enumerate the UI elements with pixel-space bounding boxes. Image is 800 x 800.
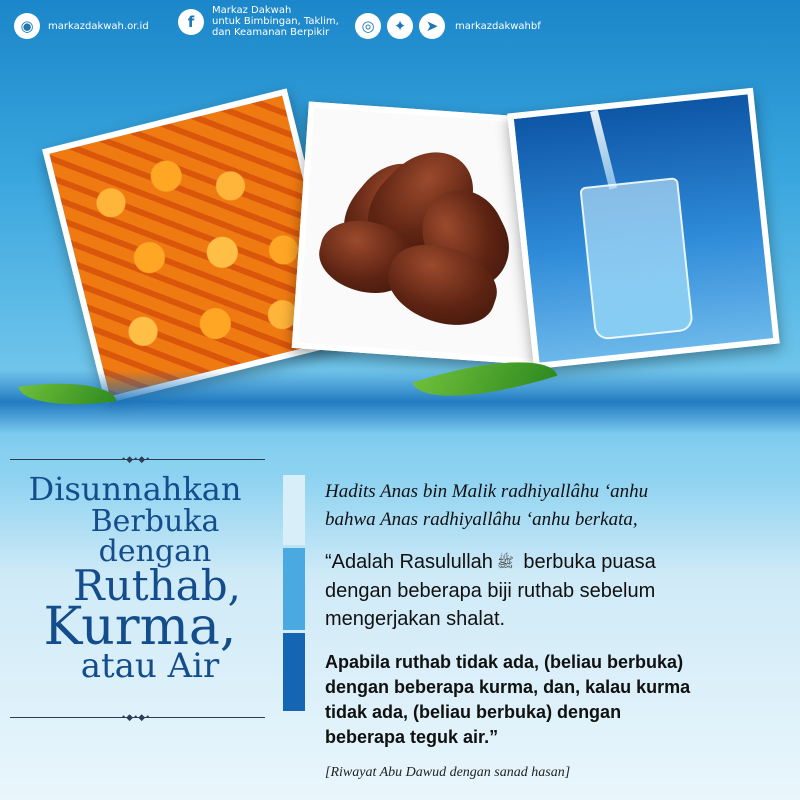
accent-bar-dark bbox=[283, 633, 305, 711]
bold-quote-line: tidak ada, (beliau berbuka) dengan bbox=[325, 702, 622, 722]
water-stream bbox=[590, 110, 617, 190]
title-block bbox=[0, 455, 275, 725]
facebook-icon: f bbox=[178, 9, 204, 35]
telegram-icon[interactable]: ➤ bbox=[419, 13, 445, 39]
quote-text: berbuka puasa bbox=[523, 551, 656, 573]
website-link[interactable] bbox=[14, 13, 149, 39]
quote-text: dengan beberapa biji ruthab sebelum bbox=[325, 579, 656, 602]
facebook-text bbox=[212, 5, 339, 38]
water-glass bbox=[579, 177, 694, 341]
globe-icon: ◉ bbox=[14, 13, 40, 39]
page-title bbox=[0, 465, 270, 686]
title-line: atau Air bbox=[80, 646, 220, 686]
quote-text: “Adalah Rasulullah bbox=[325, 551, 493, 573]
title-line: Disunnahkan bbox=[28, 470, 242, 508]
salawat-glyph: ﷺ bbox=[496, 554, 514, 571]
website-text: markazdakwah.or.id bbox=[48, 20, 149, 32]
social-links bbox=[355, 13, 541, 39]
hadith-intro-line: bahwa Anas radhiyallâhu ‘anhu berkata, bbox=[325, 509, 638, 530]
title-line: dengan bbox=[98, 534, 212, 569]
water-splash bbox=[0, 370, 800, 450]
hadith-bold-quote bbox=[325, 650, 795, 750]
water-glass-photo bbox=[507, 88, 780, 369]
facebook-text-line: untuk Bimbingan, Taklim, bbox=[212, 16, 339, 27]
hadith-source: [Riwayat Abu Dawud dengan sanad hasan] bbox=[325, 765, 571, 780]
quote-text: mengerjakan shalat. bbox=[325, 607, 506, 630]
bold-quote-line: dengan beberapa kurma, dan, kalau kurma bbox=[325, 677, 691, 697]
header-bar bbox=[0, 0, 800, 52]
accent-bar-light bbox=[283, 475, 305, 545]
hadith-quote bbox=[325, 548, 795, 633]
facebook-text-line: Markaz Dakwah bbox=[212, 5, 292, 16]
hadith-intro bbox=[325, 478, 795, 534]
ornament-divider-bottom: •◆•◆• bbox=[10, 717, 265, 718]
hadith-intro-line: Hadits Anas bin Malik radhiyallâhu ‘anhu bbox=[325, 481, 649, 502]
title-line: Ruthab, bbox=[73, 561, 241, 610]
twitter-icon[interactable]: ✦ bbox=[387, 13, 413, 39]
bold-quote-line: beberapa teguk air.” bbox=[325, 727, 499, 747]
accent-bar-mid bbox=[283, 548, 305, 630]
facebook-link[interactable] bbox=[178, 5, 339, 38]
facebook-text-line: dan Keamanan Berpikir bbox=[212, 27, 330, 38]
title-line: Berbuka bbox=[90, 504, 220, 539]
title-line: Kurma, bbox=[43, 597, 237, 657]
social-handle: markazdakwahbf bbox=[455, 20, 541, 32]
instagram-icon[interactable]: ◎ bbox=[355, 13, 381, 39]
bold-quote-line: Apabila ruthab tidak ada, (beliau berbuka) bbox=[325, 652, 684, 672]
ornament-divider-top: •◆•◆• bbox=[10, 459, 265, 460]
